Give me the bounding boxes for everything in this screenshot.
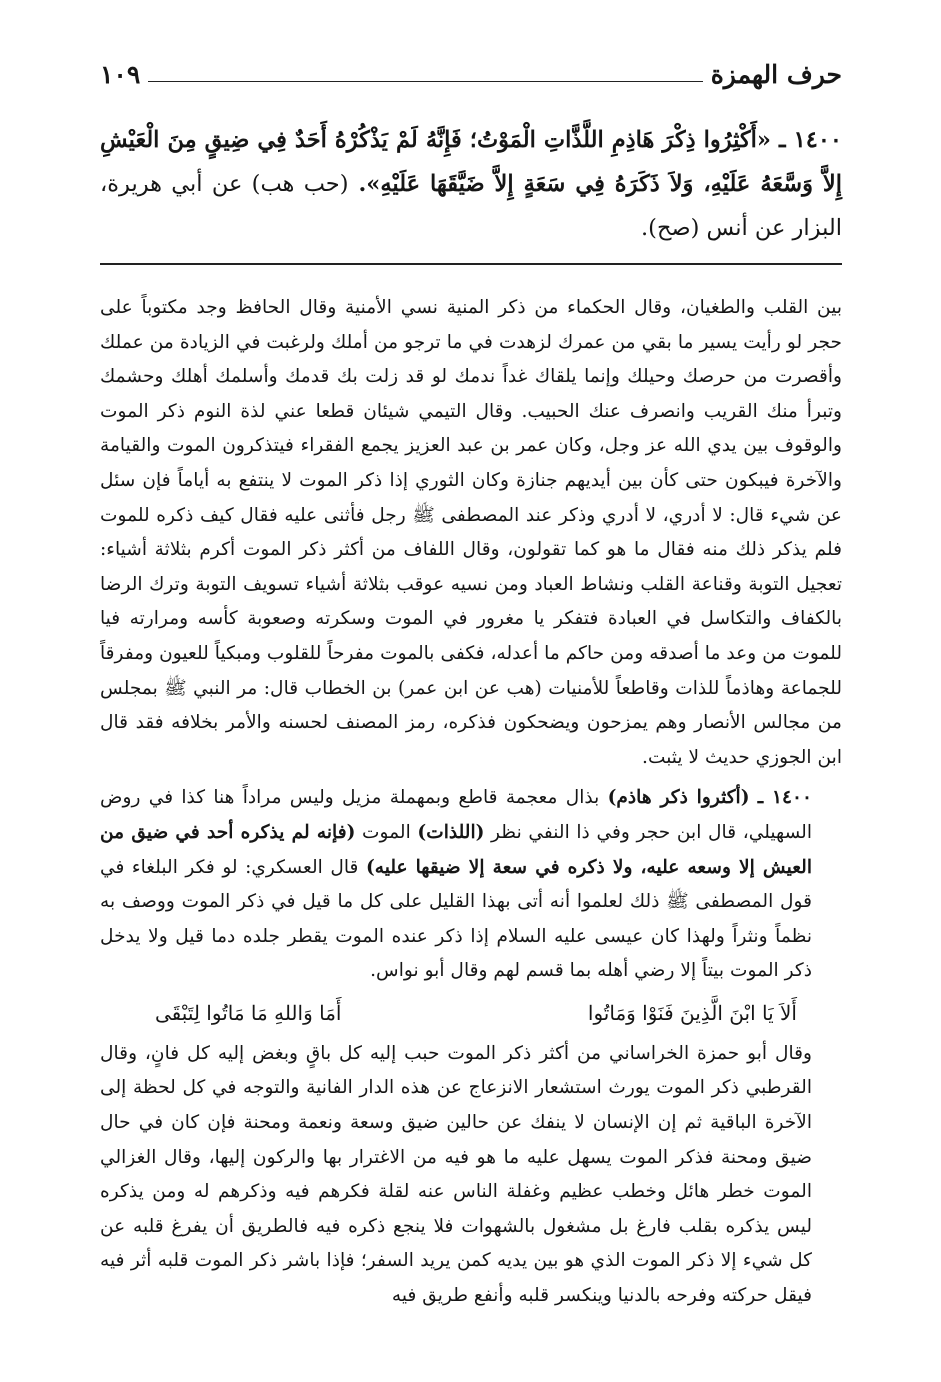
lemma-2: (اللذات) — [417, 821, 485, 843]
verse-second-hemistich: أَمَا وَاللهِ مَا مَاتُوا لِتَبْقَى — [155, 1000, 342, 1025]
lemma-3: (فإنه لم يذكره أحد في ضيق من العيش إلا وسعه عليه، ولا ذكره في سعة إلا ضيقها عليه) — [100, 821, 812, 878]
hadith-body: «أَكْثِرُوا ذِكْرَ هَاذِمِ اللَّذَّاتِ الْمَوْتُ؛ فَإِنَّهُ لَمْ يَذْكُرْهُ أَحَدٌ فِي ضِيقٍ مِنَ الْعَيْشِ إِلاَّ وَسَّعَهُ عَلَيْهِ، وَلاَ ذَكَرَهُ فِي سَعَةٍ إِلاَّ ضَيَّقَهَا عَلَيْهِ». — [100, 127, 843, 197]
commentary-text-1: بذال معجمة قاطع وبمهملة مزيل وليس مراداً هنا كذا في روض السهيلي، قال ابن حجر وفي ذا النفي نظر — [100, 787, 812, 843]
poetry-verse — [100, 989, 842, 1037]
footnote-separator — [100, 263, 842, 265]
hadith-number: ١٤٠٠ ـ — [779, 127, 842, 153]
commentary-text-3: قال العسكري: لو فكر البلغاء في قول المصطفى ﷺ ذلك لعلموا أنه أتى بهذا القليل على كل ما قيل في ذكر الموت ووصف به نظماً ونثراً ولهذا كان عيسى عليه السلام إذا ذكر عنده الموت يقطر جلده دما قيل ولا يدخل ذكر الموت بيتاً إلا رضي أهله بما قسم لهم وقال أبو نواس. — [100, 856, 812, 982]
hadith-source: (حب هب) عن أبي هريرة، البزار عن أنس (صح). — [100, 171, 842, 241]
chapter-title: حرف الهمزة — [710, 60, 842, 89]
running-header — [100, 56, 842, 90]
hadith-text — [100, 118, 842, 250]
header-rule — [148, 81, 702, 82]
commentary — [100, 291, 842, 1314]
lemma-1: (أكثروا ذكر هاذم) — [607, 787, 750, 809]
verse-first-hemistich: أَلاَ يَا ابْنَ الَّذِينَ فَنَوْا وَمَاتُوا — [587, 1000, 797, 1025]
commentary-paragraph-1: بين القلب والطغيان، وقال الحكماء من ذكر المنية نسي الأمنية وقال الحافظ وجد مكتوباً على حجر لو رأيت يسير ما بقي من عمرك لزهدت في ما ترجو من أملك ولرغبت في الزيادة من عملك وأقصرت من حرصك وحيلك وإنما يلقاك غداً ندمك لو قد زلت بك قدمك وأسلمك أهلك وحشمك وتبرأ منك القريب وانصرف عنك الحبيب. وقال التيمي شيئان قطعا عني لذة النوم ذكر الموت والوقوف بين يدي الله عز وجل، وكان عمر بن عبد العزيز يجمع الفقراء فيتذكرون الموت والقيامة والآخرة فيبكون حتى كأن بين أيديهم جنازة وكان الثوري إذا ذكر الموت لا ينتفع به أياماً فإن سئل عن شيء قال: لا أدري، لا أدري وذكر عند المصطفى ﷺ رجل فأثنى عليه فقال كيف ذكره للموت فلم يذكر ذلك منه فقال ما هو كما تقولون، وقال اللفاف من أكثر ذكر الموت أكرم بثلاثة أشياء: تعجيل التوبة وقناعة القلب ونشاط العباد ومن نسيه عوقب بثلاثة أشياء تسويف التوبة وترك الرضا بالكفاف والتكاسل في العبادة فتفكر يا مغرور في الموت وسكرته وصعوبة كأسه ومرارته فيا للموت من وعد ما أصدقه ومن حاكم ما أعدله، فكفى بالموت مفرحاً للقلوب ومبكياً للعيون ومفرقاً للجماعة وهاذماً للذات وقاطعاً للأمنيات (هب عن ابن عمر) بن الخطاب قال: مر النبي ﷺ بمجلس من مجالس الأنصار وهم يمزحون ويضحكون فذكره، رمز المصنف لحسنه والأمر بخلافه فقد قال ابن الجوزي حديث لا يثبت. — [100, 297, 842, 768]
commentary-number: ١٤٠٠ ـ — [757, 787, 812, 809]
commentary-text-2: الموت — [355, 821, 418, 843]
page-number: ١٠٩ — [100, 60, 141, 89]
commentary-paragraph-2 — [100, 781, 842, 989]
commentary-paragraph-3: وقال أبو حمزة الخراساني من أكثر ذكر الموت حبب إليه كل باقٍ وبغض إليه كل فانٍ، وقال القرطبي ذكر الموت يورث استشعار الانزعاج عن هذه الدار الفانية والتوجه في كل لحظة إلى الآخرة الباقية ثم إن الإنسان لا ينفك عن حالين ضيق وسعة ونعمة ومحنة فإن كان في حال ضيق ومحنة فذكر الموت يسهل عليه ما هو فيه من الاغترار بها والركون إليها، وقال الغزالي الموت خطر هائل وخطب عظيم وغفلة الناس عنه لقلة فكرهم فيه وذكرهم له ومن يذكره ليس يذكره بقلب فارغ بل مشغول بالشهوات فلا ينجع ذكره فيه فالطريق أن يفرغ قلبه عن كل شيء إلا ذكر الموت الذي هو بين يديه كمن يريد السفر؛ فإذا باشر ذكر الموت قلبه أثر فيه فيقل حركته وفرحه بالدنيا وينكسر قلبه وأنفع طريق فيه — [100, 1042, 812, 1307]
